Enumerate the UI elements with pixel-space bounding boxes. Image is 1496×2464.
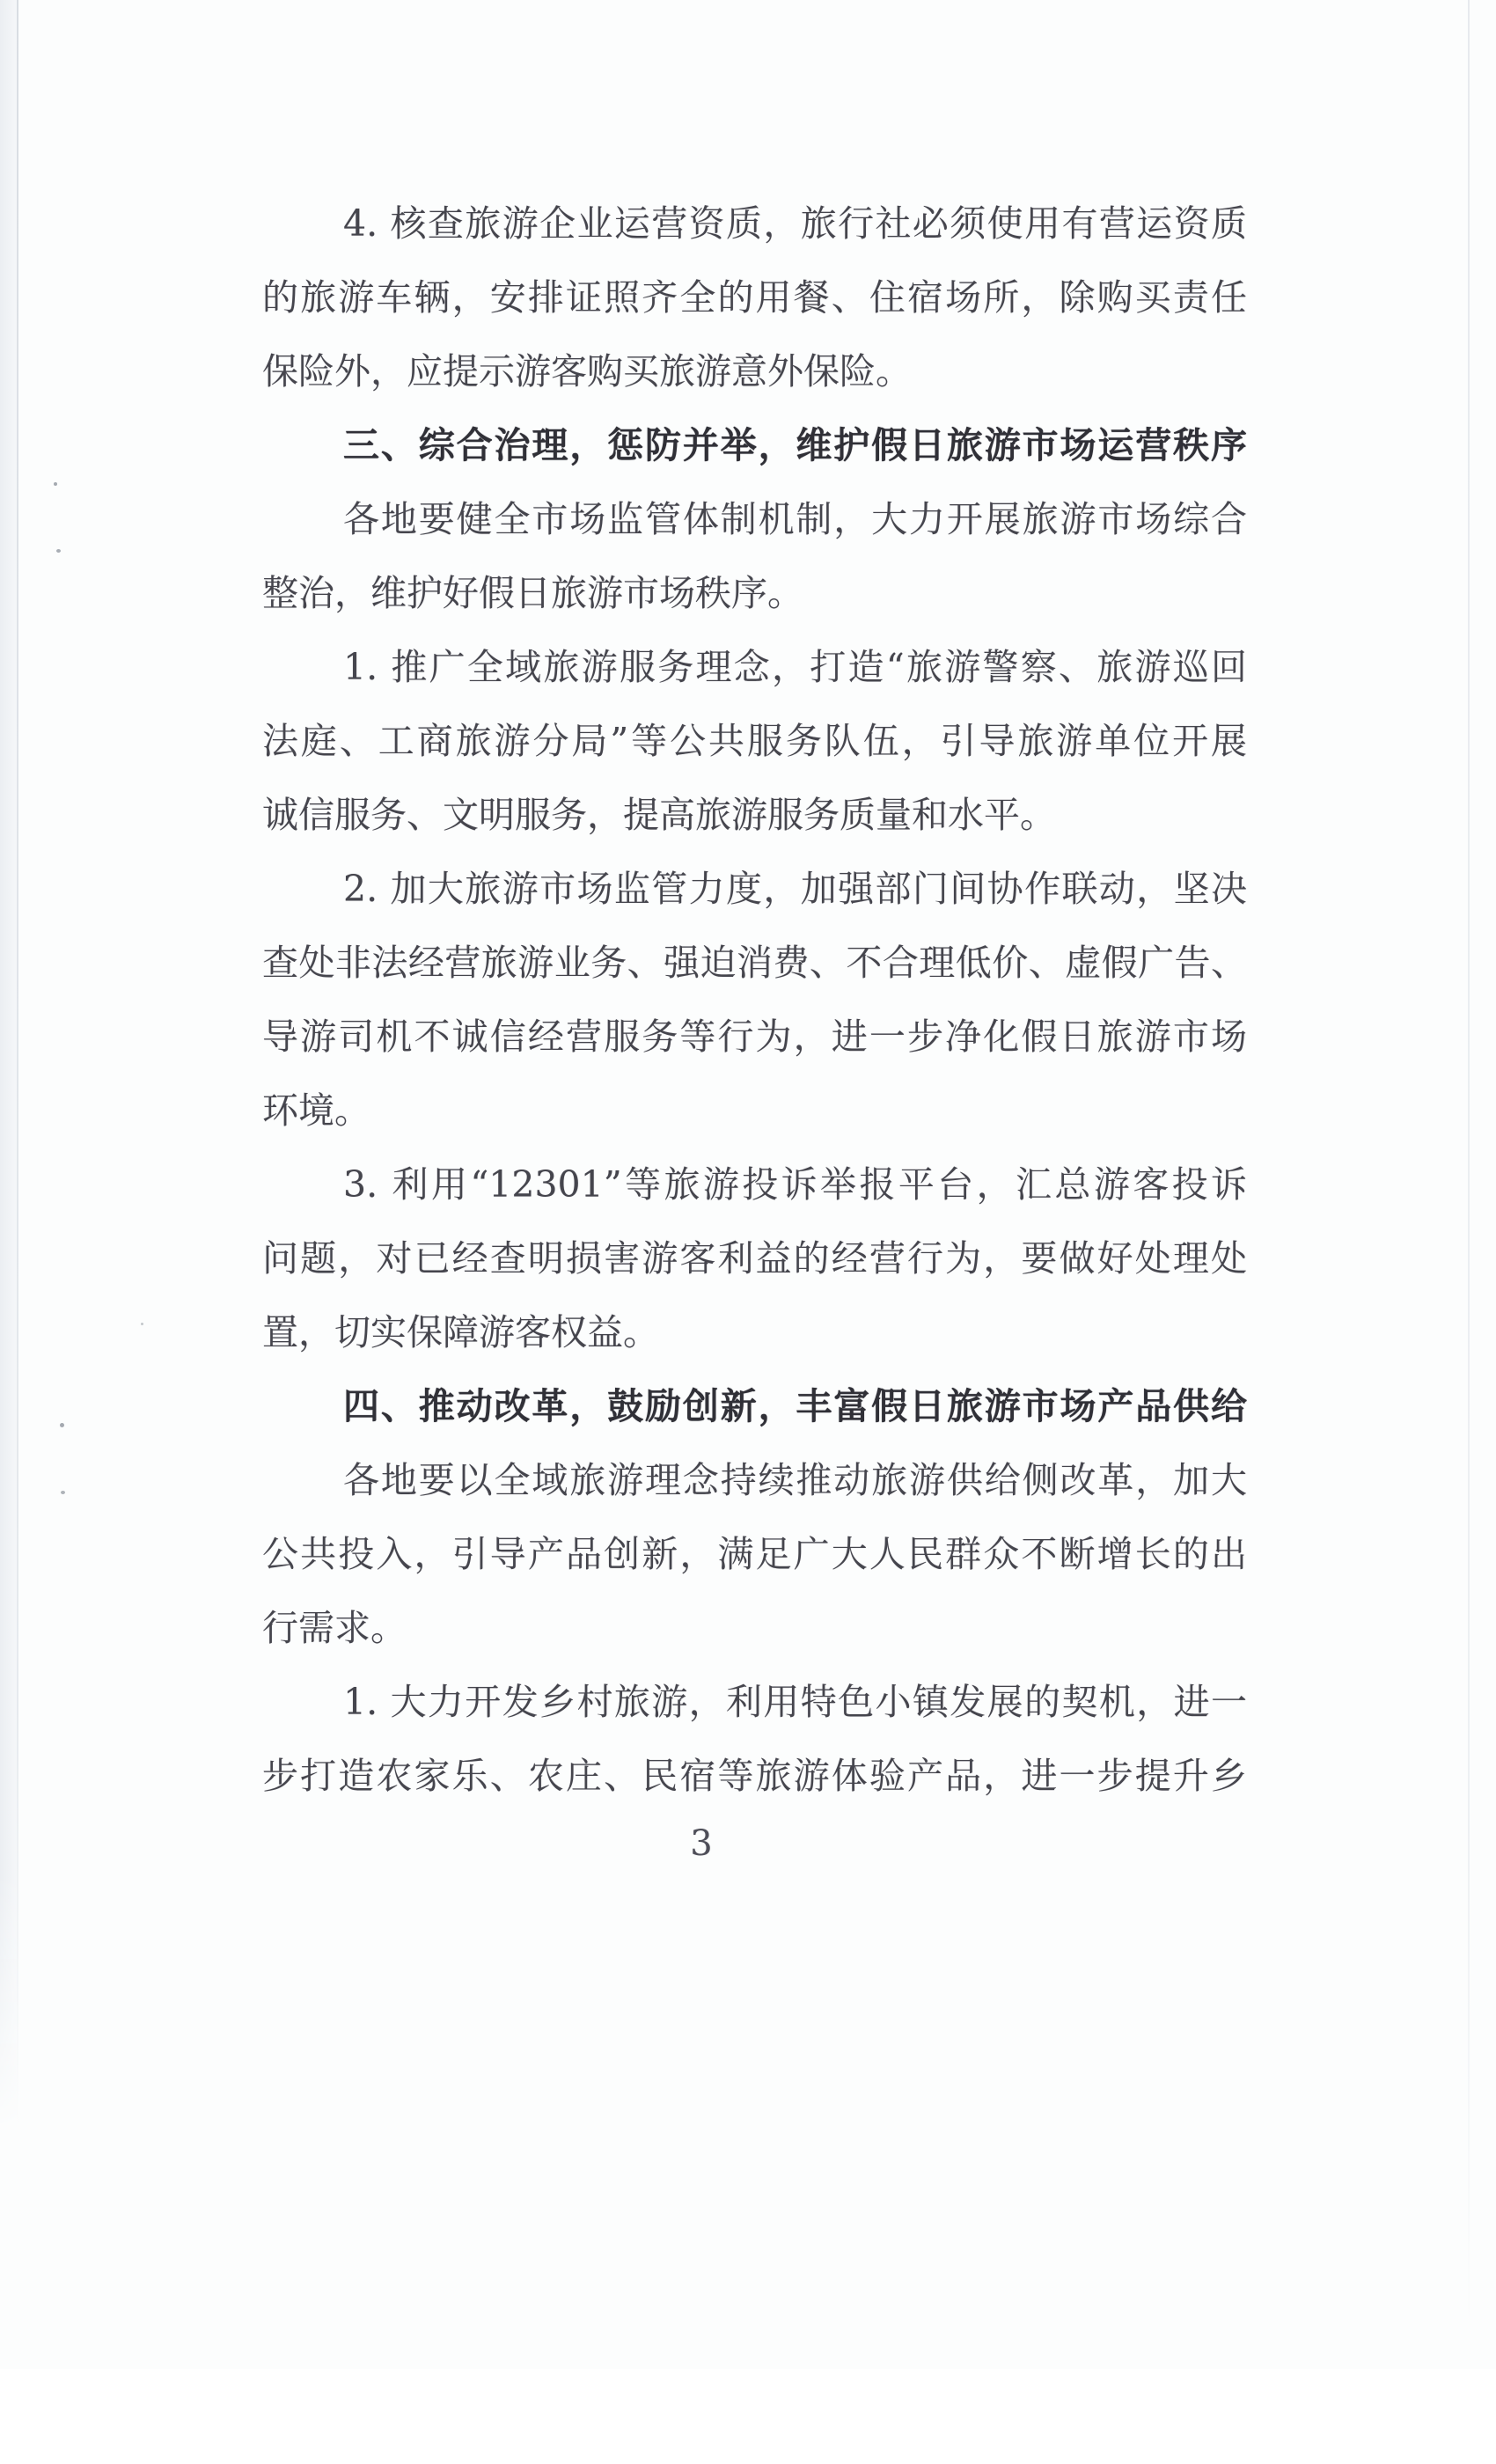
body-text-line: 3. 利用“12301”等旅游投诉举报平台，汇总游客投诉 (343, 1163, 1247, 1206)
body-text-line: 各地要健全市场监管体制机制，大力开展旅游市场综合 (343, 498, 1247, 540)
body-text-line: 步打造农家乐、农庄、民宿等旅游体验产品，进一步提升乡 (262, 1755, 1247, 1797)
page-number: 3 (690, 1823, 713, 1864)
body-text-line: 诚信服务、文明服务，提高旅游服务质量和水平。 (262, 794, 1056, 836)
body-text-line: 各地要以全域旅游理念持续推动旅游供给侧改革，加大 (343, 1459, 1247, 1501)
scan-speckle-dot (56, 549, 61, 553)
scan-speckle-dot (60, 1423, 64, 1427)
heading-line: 四、推动改革，鼓励创新，丰富假日旅游市场产品供给 (343, 1385, 1247, 1427)
page-left-edge-line (17, 0, 18, 2130)
body-text-line: 1. 大力开发乡村旅游，利用特色小镇发展的契机，进一 (343, 1681, 1247, 1723)
body-text-line: 环境。 (262, 1089, 370, 1132)
body-text-line: 导游司机不诚信经营服务等行为，进一步净化假日旅游市场 (262, 1016, 1247, 1058)
scan-speckle-dot (54, 482, 57, 486)
body-text-line: 4. 核查旅游企业运营资质，旅行社必须使用有营运资质 (343, 202, 1247, 245)
body-text-line: 整治，维护好假日旅游市场秩序。 (262, 572, 803, 614)
body-text-line: 查处非法经营旅游业务、强迫消费、不合理低价、虚假广告、 (262, 942, 1247, 984)
body-text-line: 保险外，应提示游客购买旅游意外保险。 (262, 350, 912, 392)
scanner-edge-strip (0, 0, 17, 2130)
body-text-line: 置，切实保障游客权益。 (262, 1311, 659, 1353)
heading-line: 三、综合治理，惩防并举，维护假日旅游市场运营秩序 (343, 424, 1247, 466)
page-right-edge-line (1468, 0, 1470, 2332)
body-text-line: 问题，对已经查明损害游客利益的经营行为，要做好处理处 (262, 1237, 1247, 1280)
body-text-line: 公共投入，引导产品创新，满足广大人民群众不断增长的出 (262, 1533, 1247, 1575)
body-text-line: 行需求。 (262, 1607, 407, 1649)
body-text-line: 的旅游车辆，安排证照齐全的用餐、住宿场所，除购买责任 (262, 276, 1247, 319)
document-text-block (262, 187, 1247, 1813)
body-text-line: 2. 加大旅游市场监管力度，加强部门间协作联动，坚决 (343, 868, 1247, 910)
scan-speckle-dot (141, 1323, 143, 1325)
scan-speckle-dot (61, 1491, 65, 1494)
body-text-line: 1. 推广全域旅游服务理念，打造“旅游警察、旅游巡回 (343, 646, 1247, 688)
body-text-line: 法庭、工商旅游分局”等公共服务队伍，引导旅游单位开展 (262, 720, 1247, 762)
